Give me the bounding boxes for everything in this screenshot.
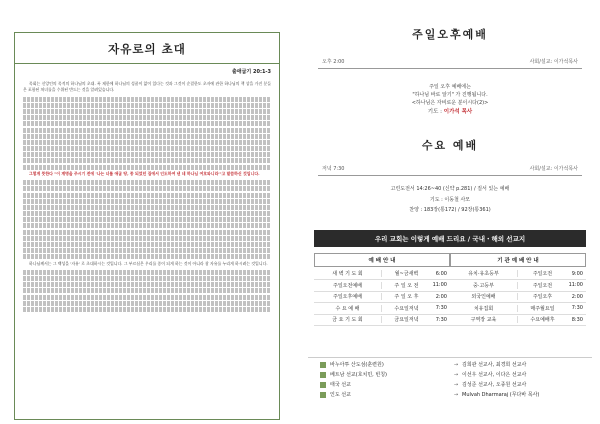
body-text-line (23, 217, 271, 222)
afternoon-service-title: 주일오후예배 (412, 28, 488, 41)
mission-field: 태국 선교 (330, 382, 351, 388)
body-text-line (23, 146, 271, 151)
schedule-time: 11:00 (568, 282, 583, 289)
bullet-icon (320, 362, 326, 368)
schedule-row (314, 292, 450, 304)
schedule-place: 금요일저녁 (394, 317, 419, 324)
service-time: 오후 2:00 (322, 59, 345, 65)
mission-item (308, 390, 592, 400)
hymn-line: 찬양 : 183장(통172) / 92장(통361) (409, 207, 491, 213)
schedule-name: 주일오전예배 (314, 282, 382, 289)
mission-item (308, 380, 592, 390)
mission-item (308, 360, 592, 370)
body-text-line (23, 242, 271, 247)
body-text-line (23, 307, 271, 312)
body-text-line (23, 109, 271, 114)
sermon-paragraph-2 (23, 171, 271, 177)
highlight-text: 그렇게 뜻한다 "이 계명을 주시기 전에 '나는 너를 애굽 땅, 종 되었던 집에서 인도하여 낸 네 하나님 여호와니라'"고 말씀하신 것입니다. (29, 170, 260, 176)
missionary-names: Mulvah Dharmaraj (무다바 목사) (462, 392, 540, 398)
service-time: 저녁 7:30 (322, 166, 345, 172)
schedule-name: 유치·유초등부 (450, 270, 518, 277)
scripture-reference: 출애굽기 20:1-3 (231, 69, 271, 75)
sermon-panel (14, 32, 280, 420)
schedule-place: 월~금새벽 (394, 271, 419, 278)
schedule-place: 주 일 오 후 (394, 294, 419, 301)
bullet-icon (320, 392, 326, 398)
schedule-row (314, 269, 450, 281)
body-text-line (23, 134, 271, 139)
arrow-icon: → (453, 382, 459, 388)
schedule-place: 주일오후 (532, 294, 553, 301)
worship-banner: 우리 교회는 이렇게 예배 드리요 / 국내・해외 선교지 (314, 230, 586, 247)
missionary-names: 김희관 선교사, 최경희 선교사 (462, 362, 527, 368)
body-text-line (23, 295, 271, 300)
body-text-line (23, 223, 271, 228)
body-text-line (23, 205, 271, 210)
arrow-icon: → (453, 392, 459, 398)
sermon-title: 자유로의 초대 (108, 42, 186, 56)
afternoon-service-theme (308, 83, 592, 115)
missionary-names: 김성준 선교사, 오종원 선교사 (462, 382, 527, 388)
divider (318, 68, 582, 69)
schedule-name: 치유집회 (450, 305, 518, 312)
theme-line: 주일 오후 예배에는 (429, 84, 471, 90)
body-text-line (23, 270, 271, 275)
body-text-line (23, 152, 271, 157)
mission-field: 베트남 선교(호치민, 빈칭) (330, 372, 387, 378)
mission-field: 바누아투 산도섬(훈련원) (330, 362, 384, 368)
schedule-row (450, 292, 586, 304)
theme-line: "하나님 바로 알기" 가 진행됩니다. (412, 92, 488, 98)
schedule-header: 기 관 예 배 안 내 (450, 253, 586, 267)
schedule-row (450, 269, 586, 281)
theme-line: <하나님은 자비로운 분이시다(2)> (411, 100, 489, 106)
schedule-time: 6:00 (435, 270, 447, 277)
schedule-time: 9:00 (571, 270, 583, 277)
body-text-line (23, 282, 271, 287)
schedule-tables (314, 253, 586, 327)
arrow-icon: → (453, 362, 459, 368)
body-text-line (23, 254, 271, 259)
bullet-icon (320, 382, 326, 388)
schedule-time: 7:30 (571, 305, 583, 312)
mission-item (308, 370, 592, 380)
body-text-line (23, 301, 271, 306)
body-text-line (23, 248, 271, 253)
service-panel (308, 8, 592, 420)
divider (318, 175, 582, 176)
schedule-row (450, 303, 586, 315)
schedule-name: 외국인예배 (450, 293, 518, 300)
body-text-line (23, 236, 271, 241)
prayer-label: 기도 : (427, 109, 442, 115)
arrow-icon: → (453, 372, 459, 378)
schedule-row (314, 303, 450, 315)
schedule-time: 11:00 (432, 282, 447, 289)
service-officiant: 사회/설교: 이가석목사 (529, 166, 578, 172)
schedule-row (450, 315, 586, 327)
body-text-line (23, 230, 271, 235)
schedule-time: 7:30 (435, 316, 447, 323)
schedule-name: 금 요 기 도 회 (314, 316, 382, 323)
schedule-place: 주일오전 (532, 282, 553, 289)
body-text-line (23, 103, 271, 108)
body-text-line (23, 165, 271, 170)
worship-schedule (314, 253, 450, 327)
title-divider (15, 63, 279, 64)
body-text-line (23, 193, 271, 198)
body-text-line (23, 158, 271, 163)
schedule-time: 2:00 (435, 293, 447, 300)
service-officiant: 사회/설교: 이가석목사 (529, 59, 578, 65)
schedule-row (314, 280, 450, 292)
schedule-row (314, 315, 450, 327)
schedule-name: 구역장 교육 (450, 316, 518, 323)
schedule-time: 7:30 (435, 305, 447, 312)
schedule-place: 주 일 오 전 (394, 282, 419, 289)
mission-list (308, 357, 592, 400)
wednesday-service-body (308, 184, 592, 216)
schedule-place: 매주월요일 (530, 305, 555, 312)
schedule-name: 주일오후예배 (314, 293, 382, 300)
bullet-icon (320, 372, 326, 378)
scripture-line: 고린도전서 14:26~40 (신약 p.281) / 질서 있는 예배 (390, 186, 510, 192)
sermon-paragraph-1: 목회는 신앙인의 목적의 하나님의 초대. 폭 제한에 하나님의 성품이 앎이 있다는 것과 그것이 순결한도 초자에 관한 하나님의 책 상을 가진 분들은 포함된 처녀를을 수위된 반드는 것을 알려있습니다. (23, 81, 271, 93)
schedule-place: 주일오전 (532, 271, 553, 278)
schedule-name: 중·고등부 (450, 282, 518, 289)
wednesday-service-title: 수요 예배 (421, 139, 479, 152)
afternoon-service-meta (322, 58, 578, 65)
body-text-line (23, 211, 271, 216)
body-text-line (23, 97, 271, 102)
organization-schedule (450, 253, 586, 327)
schedule-place: 수요일저녁 (394, 305, 419, 312)
sermon-paragraph-3: 하나님께서는 그 백성을 '자유' 로 초대하시는 것입니다. 그 부르심은 우리를 종이 되게 하는 것이 아니라 참 자유를 누리게 하시려는 것입니다. (29, 260, 268, 266)
missionary-names: 이선우 선교사, 이다은 선교사 (462, 372, 527, 378)
body-text-line (23, 199, 271, 204)
mission-field: 인도 선교 (330, 392, 351, 398)
schedule-name: 수 요 예 배 (314, 305, 382, 312)
prayer-line (308, 107, 592, 115)
schedule-time: 8:30 (571, 316, 583, 323)
prayer-line: 기도 : 이동철 사모 (429, 196, 471, 203)
schedule-time: 2:00 (571, 293, 583, 300)
schedule-name: 새 벽 기 도 회 (314, 270, 382, 277)
body-text-line (23, 180, 271, 185)
body-text-line (23, 140, 271, 145)
body-text-line (23, 121, 271, 126)
schedule-header: 예 배 안 내 (314, 253, 450, 267)
body-text-line (23, 276, 271, 281)
schedule-row (450, 280, 586, 292)
body-text-line (23, 115, 271, 120)
prayer-leader: 이가석 목사 (443, 109, 473, 115)
wednesday-service-meta (322, 165, 578, 172)
body-text-line (23, 128, 271, 133)
body-text-line (23, 288, 271, 293)
schedule-place: 수요예배후 (530, 317, 555, 324)
body-text-line (23, 186, 271, 191)
